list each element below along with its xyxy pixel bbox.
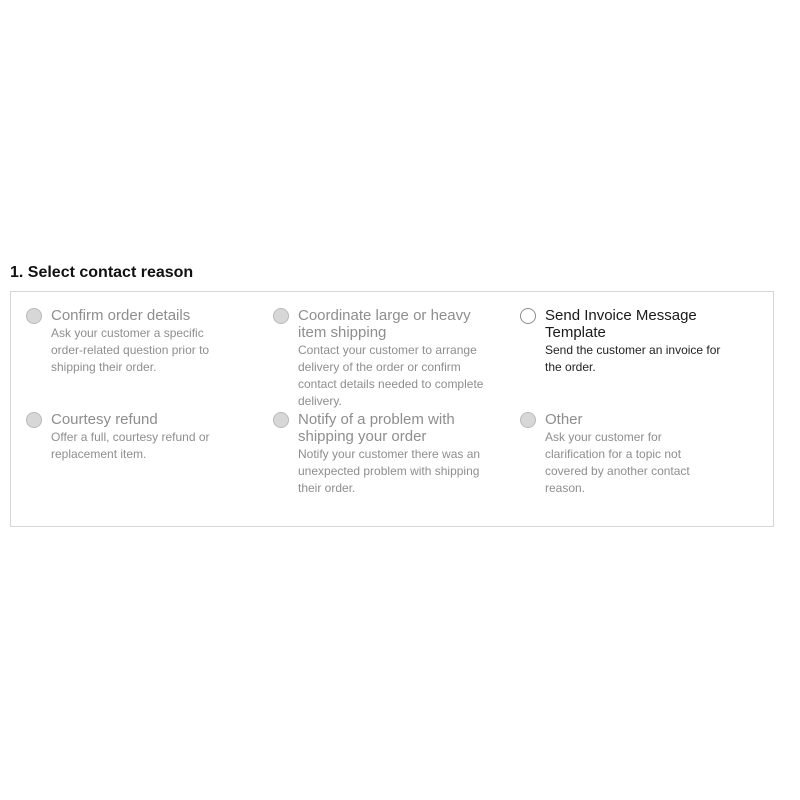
option-coordinate-shipping: [273, 307, 488, 410]
option-confirm-order-details: [26, 307, 236, 376]
option-label: Coordinate large or heavy item shipping: [298, 307, 471, 341]
option-description: Contact your customer to arrange delivery of the order or confirm contact details needed to complete delivery.: [298, 343, 484, 408]
option-notify-problem: [273, 411, 488, 497]
radio-notify-problem: [273, 412, 289, 428]
option-label: Other: [545, 411, 583, 428]
radio-coordinate-shipping: [273, 308, 289, 324]
option-description: Ask your customer a specific order-related question prior to shipping their order.: [51, 326, 210, 374]
option-label: Notify of a problem with shipping your order: [298, 411, 455, 445]
option-label: Courtesy refund: [51, 411, 158, 428]
radio-courtesy-refund: [26, 412, 42, 428]
option-other: [520, 411, 700, 497]
option-label: Confirm order details: [51, 307, 191, 324]
option-courtesy-refund: [26, 411, 236, 463]
radio-send-invoice[interactable]: [520, 308, 536, 324]
radio-other: [520, 412, 536, 428]
option-description: Ask your customer for clarification for a topic not covered by another contact reason.: [545, 430, 690, 495]
option-description: Offer a full, courtesy refund or replacement item.: [51, 430, 210, 461]
radio-confirm-order-details: [26, 308, 42, 324]
section-title: 1. Select contact reason: [10, 264, 194, 281]
contact-reason-panel: [10, 291, 774, 527]
option-send-invoice[interactable]: [520, 307, 735, 376]
option-label[interactable]: Send Invoice Message Template: [545, 307, 697, 341]
option-description: Notify your customer there was an unexpected problem with shipping their order.: [298, 447, 481, 495]
option-description: Send the customer an invoice for the order.: [545, 343, 721, 374]
